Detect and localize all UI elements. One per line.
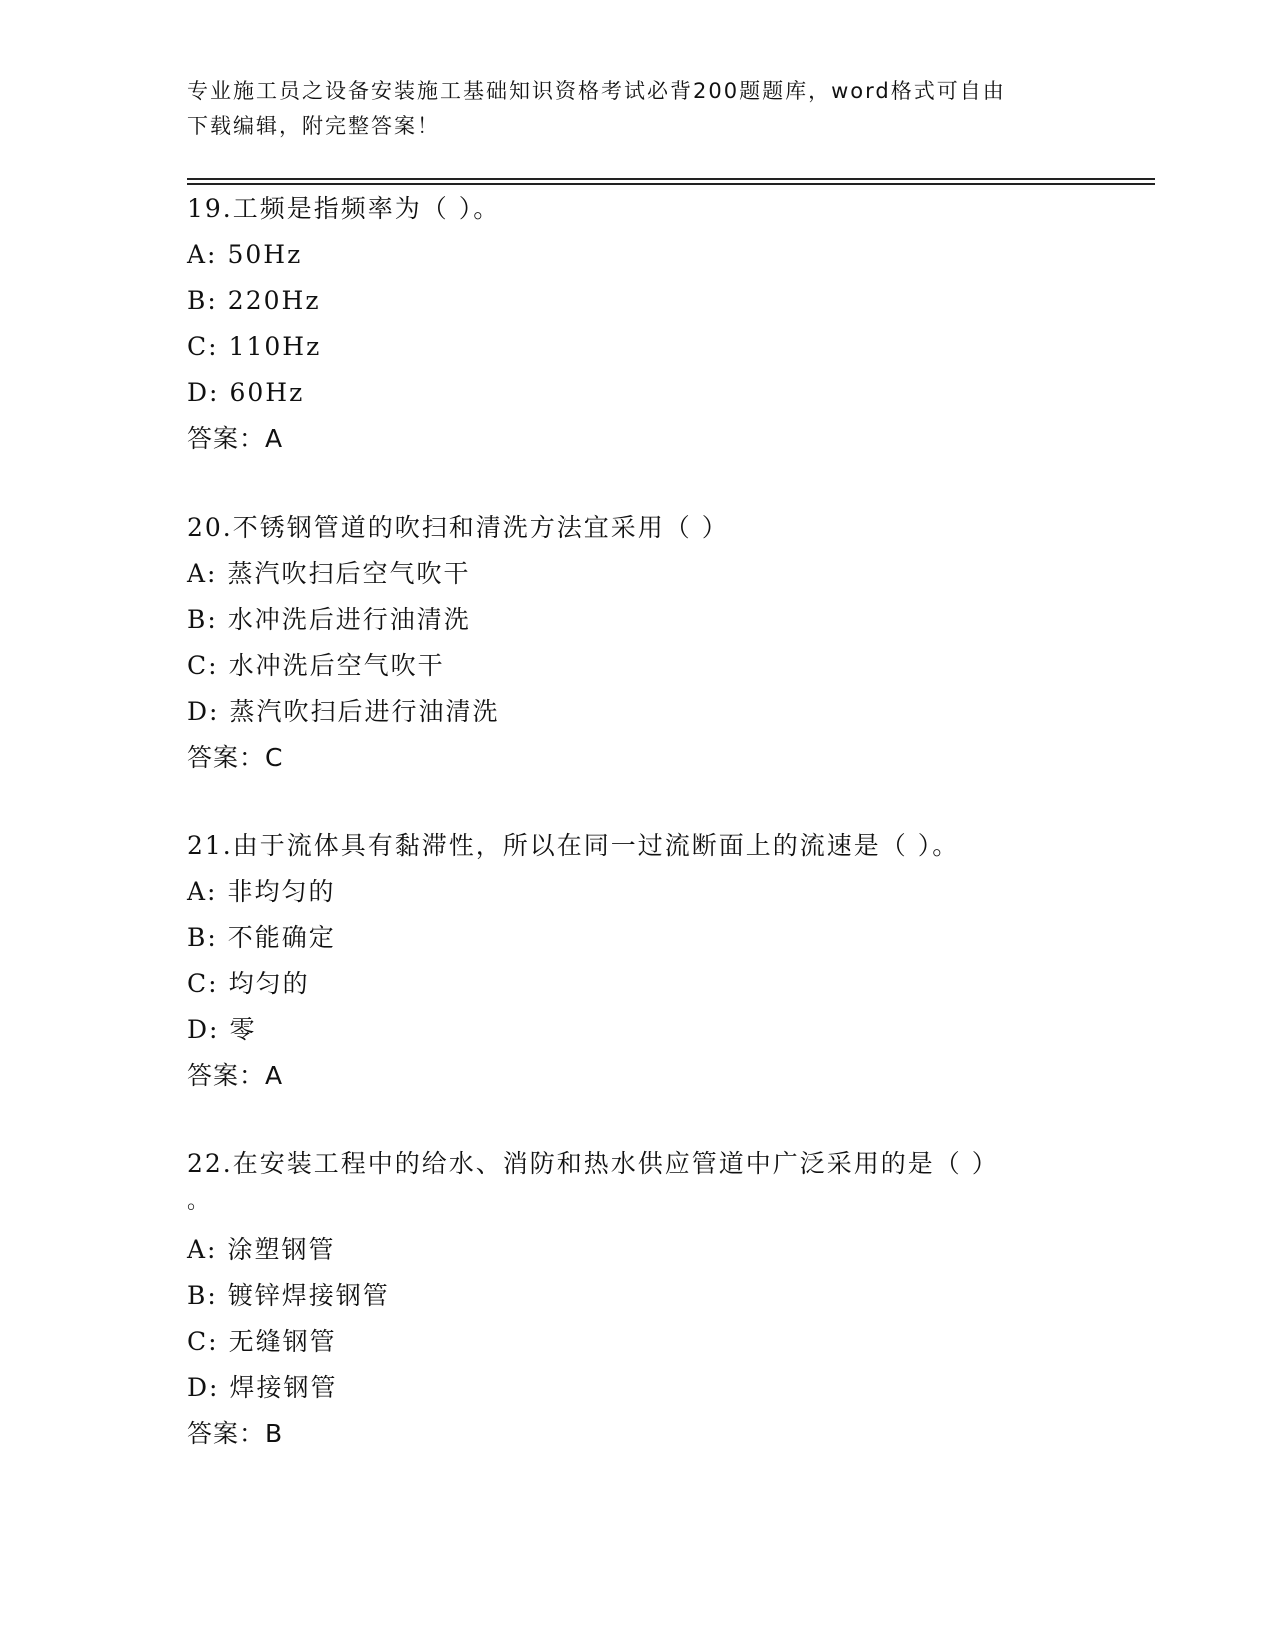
option-text: 蒸汽吹扫后空气吹干: [227, 559, 471, 588]
header-line-1: 专业施工员之设备安装施工基础知识资格考试必背200题题库，word格式可自由: [187, 79, 1006, 103]
option-label: B:: [187, 286, 218, 315]
answer-line: 答案：B: [187, 1419, 284, 1448]
option-label: C:: [187, 332, 219, 361]
option-b: [187, 278, 1087, 324]
question-stem: 22.在安装工程中的给水、消防和热水供应管道中广泛采用的是（ ）: [187, 1149, 999, 1178]
option-d: [187, 689, 1087, 735]
question-20: [187, 505, 1087, 781]
header-divider-bottom: [187, 183, 1155, 185]
option-label: D:: [187, 378, 220, 407]
option-text: 水冲洗后进行油清洗: [227, 605, 471, 634]
option-c: [187, 324, 1087, 370]
option-label: C:: [187, 969, 219, 998]
option-label: A:: [187, 240, 218, 269]
option-label: D:: [187, 1373, 220, 1402]
option-text: 不能确定: [227, 923, 336, 952]
option-text: 60Hz: [229, 378, 305, 407]
option-b: [187, 597, 1087, 643]
option-label: D:: [187, 697, 220, 726]
option-text: 均匀的: [228, 969, 310, 998]
option-text: 50Hz: [227, 240, 303, 269]
option-label: C:: [187, 1327, 219, 1356]
option-d: [187, 1365, 1087, 1411]
answer-line: 答案：A: [187, 1061, 284, 1090]
option-c: [187, 961, 1087, 1007]
option-c: [187, 643, 1087, 689]
question-stem: 20.不锈钢管道的吹扫和清洗方法宜采用（ ）: [187, 513, 729, 542]
option-a: [187, 232, 1087, 278]
option-text: 220Hz: [227, 286, 321, 315]
header-divider-top: [187, 178, 1155, 180]
option-text: 水冲洗后空气吹干: [228, 651, 445, 680]
document-header: [187, 74, 1087, 144]
question-stem-continuation: 。: [187, 1189, 212, 1214]
option-text: 非均匀的: [227, 877, 336, 906]
question-19: [187, 186, 1087, 462]
question-22: [187, 1141, 1087, 1457]
option-d: [187, 1007, 1087, 1053]
option-a: [187, 869, 1087, 915]
option-text: 涂塑钢管: [227, 1235, 336, 1264]
option-text: 无缝钢管: [228, 1327, 337, 1356]
question-stem: 21.由于流体具有黏滞性，所以在同一过流断面上的流速是（ ）。: [187, 831, 960, 860]
option-label: C:: [187, 651, 219, 680]
option-label: A:: [187, 877, 218, 906]
option-label: B:: [187, 605, 218, 634]
option-text: 110Hz: [228, 332, 322, 361]
option-label: B:: [187, 1281, 218, 1310]
option-label: D:: [187, 1015, 220, 1044]
option-b: [187, 915, 1087, 961]
option-a: [187, 551, 1087, 597]
question-stem: 19.工频是指频率为（ ）。: [187, 194, 501, 223]
option-label: A:: [187, 559, 218, 588]
option-c: [187, 1319, 1087, 1365]
answer-line: 答案：C: [187, 743, 284, 772]
option-text: 焊接钢管: [229, 1373, 338, 1402]
header-line-2: 下载编辑，附完整答案！: [187, 114, 440, 138]
option-b: [187, 1273, 1087, 1319]
option-label: A:: [187, 1235, 218, 1264]
option-d: [187, 370, 1087, 416]
answer-line: 答案：A: [187, 424, 284, 453]
option-a: [187, 1227, 1087, 1273]
question-21: [187, 823, 1087, 1099]
option-text: 镀锌焊接钢管: [227, 1281, 390, 1310]
option-text: 蒸汽吹扫后进行油清洗: [229, 697, 500, 726]
option-label: B:: [187, 923, 218, 952]
option-text: 零: [229, 1015, 257, 1044]
